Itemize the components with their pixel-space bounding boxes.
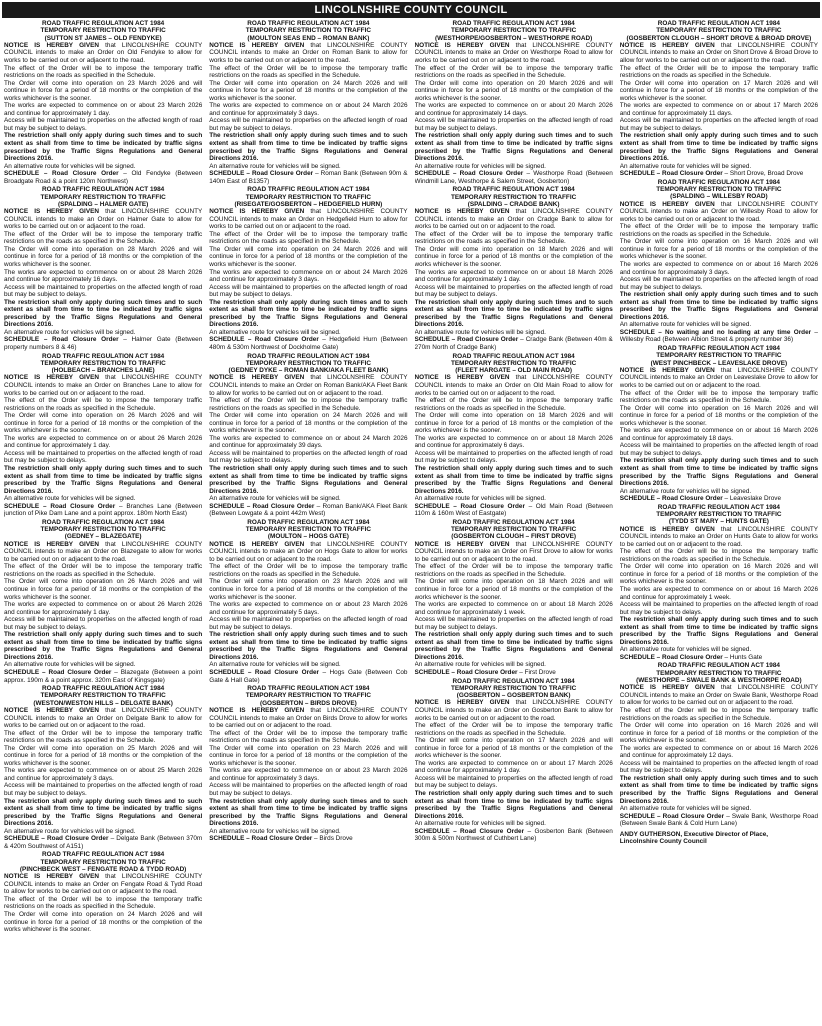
notice — [620, 662, 818, 827]
notice-intro: NOTICE IS HEREBY GIVEN that LINCOLNSHIRE COUNTY COUNCIL intends to make an Order on Old Fendyke to allow for works to be carried out on or adjacent to the road. — [4, 41, 203, 64]
notice-intro: NOTICE IS HEREBY GIVEN that LINCOLNSHIRE COUNTY COUNCIL intends to make an Order on Cradge Bank to allow for works to be carried out on or adjacent to the road. — [414, 208, 613, 231]
notice — [209, 519, 407, 684]
notice-restriction: The restriction shall only apply during such times and to such extent as shall from time to time be indicated by traffic signs prescribed by the Traffic Signs Regulations and General Directions 2016. — [619, 616, 818, 646]
notice-hereby: NOTICE IS HEREBY GIVEN — [619, 366, 715, 374]
notice-alt-route: An alternative route for vehicles will be signed. — [414, 820, 546, 828]
notice-alt-route: An alternative route for vehicles will be signed. — [619, 321, 752, 329]
notice-expected: The works are expected to commence on or about 23 March 2026 and continue for approximately 5 days. — [209, 601, 408, 616]
notice-hereby: NOTICE IS HEREBY GIVEN — [209, 540, 305, 548]
notice-expected: The works are expected to commence on or about 26 March 2026 and continue for approximately 1 day. — [4, 601, 203, 616]
notice-expected: The works are expected to commence on or about 16 March 2026 and continue for approximately 18 days. — [619, 427, 818, 442]
notice-hereby: NOTICE IS HEREBY GIVEN — [4, 208, 99, 216]
notice-alt-route: An alternative route for vehicles will be signed. — [209, 162, 341, 170]
notice-access: Access will be maintained to properties on the affected length of road but may be subject to delays. — [414, 449, 613, 465]
newspaper-section-banner: LINCOLNSHIRE COUNTY COUNCIL — [2, 2, 820, 18]
notice-restriction-title: TEMPORARY RESTRICTION TO TRAFFIC — [40, 27, 166, 35]
notice-comes-into-operation: The Order will come into operation on 17 March 2026 and will continue in force for a period of 18 months or the completion of the works whichever is the sooner. — [414, 737, 613, 760]
notice-restriction: The restriction shall only apply during such times and to such extent as shall from time to time be indicated by traffic signs prescribed by the Traffic Signs Regulations and General Directions 2016. — [414, 465, 613, 495]
notice-hereby: NOTICE IS HEREBY GIVEN — [414, 208, 510, 216]
notice-comes-into-operation: The Order will come into operation on 23 March 2026 and will continue in force for a period of 18 months or the completion of the works whichever is the sooner. — [209, 578, 408, 601]
notice-restriction-title: TEMPORARY RESTRICTION TO TRAFFIC — [245, 526, 371, 534]
notice-access: Access will be maintained to properties on the affected length of road but may be subject to delays. — [414, 117, 613, 132]
notice-comes-into-operation: The Order will come into operation on 18 March 2026 and will continue in force for a period of 18 months or the completion of the works whichever is the sooner. — [414, 578, 613, 601]
notice-alt-route: An alternative route for vehicles will be signed. — [209, 827, 341, 835]
signoff-name: ANDY GUTHERSON, Executive Director of Place, — [619, 830, 769, 838]
notice-intro: NOTICE IS HEREBY GIVEN that LINCOLNSHIRE COUNTY COUNCIL intends to make an Order on Hedgefield Hurn to allow for works to be carried out on or adjacent to the road. — [209, 208, 408, 231]
notice-expected: The works are expected to commence on or about 20 March 2026 and continue for approximately 14 days. — [414, 102, 613, 117]
notice-expected: The works are expected to commence on or about 16 March 2026 and continue for approximately 3 days. — [619, 261, 818, 276]
notice — [4, 519, 202, 684]
notice-area: (WESTHORPE – SWALE BANK & WESTHORPE ROAD) — [636, 677, 802, 685]
notice-hereby: NOTICE IS HEREBY GIVEN — [414, 699, 510, 707]
notice-hereby: NOTICE IS HEREBY GIVEN — [4, 873, 99, 881]
notice-act-title: ROAD TRAFFIC REGULATION ACT 1984 — [42, 851, 165, 859]
notice-hereby: NOTICE IS HEREBY GIVEN — [4, 374, 99, 382]
notice-schedule: SCHEDULE – Road Closure Order – Hedgefield Hurn (Between 480m & 530m Northwest of Dockholme Gate) — [209, 336, 408, 352]
notice — [620, 345, 818, 503]
notice-comes-into-operation: The Order will come into operation on 23 March 2026 and will continue in force for a period of 18 months or the completion of the works whichever is the sooner. — [4, 79, 203, 102]
notice-schedule: SCHEDULE – Road Closure Order – Swale Bank, Westhorpe Road (Between Swale Bank & Cold Hurn Lane) — [619, 812, 818, 828]
notice-restriction: The restriction shall only apply during such times and to such extent as shall from time to time be indicated by traffic signs prescribed by the Traffic Signs Regulations and General Directions 2016. — [4, 465, 203, 495]
notice — [415, 20, 613, 185]
notice-effect: The effect of the Order will be to impose the temporary traffic restrictions on the roads as specified in the Schedule. — [619, 389, 818, 405]
schedule-label: SCHEDULE – Road Closure Order — [414, 502, 525, 510]
notice-schedule: SCHEDULE – Road Closure Order – Leaveslake Drove — [619, 495, 781, 503]
notice-intro: NOTICE IS HEREBY GIVEN that LINCOLNSHIRE COUNTY COUNCIL intends to make an Order on Branches Lane to allow for works to be carried out on or adjacent to the road. — [4, 374, 203, 397]
notice-intro: NOTICE IS HEREBY GIVEN that LINCOLNSHIRE COUNTY COUNCIL intends to make an Order on Short Drove & Broad Drove to allow for works to be carried out on or adjacent to the road. — [619, 41, 818, 64]
notice-area: (MOULTON SEAS END – ROMAN BANK) — [247, 34, 370, 42]
notice-hereby: NOTICE IS HEREBY GIVEN — [4, 707, 99, 715]
notice-restriction-title: TEMPORARY RESTRICTION TO TRAFFIC — [245, 193, 371, 201]
notice-restriction: The restriction shall only apply during such times and to such extent as shall from time to time be indicated by traffic signs prescribed by the Traffic Signs Regulations and General Directions 2016. — [619, 132, 818, 163]
schedule-label: SCHEDULE – Road Closure Order — [4, 835, 109, 843]
notice-alt-route: An alternative route for vehicles will be signed. — [414, 661, 546, 669]
schedule-label: SCHEDULE – Road Closure Order — [619, 653, 723, 661]
notice-access: Access will be maintained to properties on the affected length of road but may be subject to delays. — [209, 616, 408, 631]
notice-expected: The works are expected to commence on or about 25 March 2026 and continue for approximately 3 days. — [4, 767, 203, 782]
notice-effect: The effect of the Order will be to impose the temporary traffic restrictions on the roads as specified in the Schedule. — [209, 64, 408, 80]
notice-restriction: The restriction shall only apply during such times and to such extent as shall from time to time be indicated by traffic signs prescribed by the Traffic Signs Regulations and General Directions 2016. — [619, 291, 818, 321]
notice-access: Access will be maintained to properties on the affected length of road but may be subject to delays. — [4, 449, 203, 465]
notice-area: (GEDNEY – BLAZEGATE) — [64, 533, 142, 541]
notice-hereby: NOTICE IS HEREBY GIVEN — [209, 208, 305, 216]
notice-expected: The works are expected to commence on or about 16 March 2026 and continue for approximately 1 week. — [619, 586, 818, 601]
schedule-label: SCHEDULE – Road Closure Order — [209, 336, 319, 344]
notice-hereby: NOTICE IS HEREBY GIVEN — [414, 540, 510, 548]
notice-restriction-title: TEMPORARY RESTRICTION TO TRAFFIC — [40, 858, 166, 866]
notice-restriction: The restriction shall only apply during such times and to such extent as shall from time to time be indicated by traffic signs prescribed by the Traffic Signs Regulations and General Directions 2016. — [619, 774, 818, 805]
notice-expected: The works are expected to commence on or about 18 March 2026 and continue for approximately 6 days. — [414, 434, 613, 450]
notice-effect: The effect of the Order will be to impose the temporary traffic restrictions on the roads as specified in the Schedule. — [414, 397, 613, 412]
notice — [4, 20, 202, 185]
notice-restriction: The restriction shall only apply during such times and to such extent as shall from time to time be indicated by traffic signs prescribed by the Traffic Signs Regulations and General Directions 2016. — [414, 298, 613, 329]
notice-access: Access will be maintained to properties on the affected length of road but may be subject to delays. — [4, 117, 203, 132]
notice-act-title: ROAD TRAFFIC REGULATION ACT 1984 — [42, 518, 165, 526]
notice-act-title: ROAD TRAFFIC REGULATION ACT 1984 — [42, 186, 165, 194]
notice-area: (WESTHORPE/GOSBERTON – WESTHORPE ROAD) — [435, 34, 593, 42]
notice-schedule: SCHEDULE – Road Closure Order – Roman Bank (Between 90m & 140m East of B1357) — [209, 170, 408, 185]
notice-intro: NOTICE IS HEREBY GIVEN that LINCOLNSHIRE COUNTY COUNCIL intends to make an Order on Willesby Road to allow for works to be carried out on or adjacent to the road. — [619, 200, 818, 223]
notice-restriction: The restriction shall only apply during such times and to such extent as shall from time to time be indicated by traffic signs prescribed by the Traffic Signs Regulations and General Directions 2016. — [209, 132, 408, 163]
notice-effect: The effect of the Order will be to impose the temporary traffic restrictions on the roads as specified in the Schedule. — [414, 230, 613, 246]
notice-area: (MOULTON – HOGS GATE) — [267, 533, 349, 541]
notice-restriction-title: TEMPORARY RESTRICTION TO TRAFFIC — [40, 193, 166, 201]
notice-restriction-title: TEMPORARY RESTRICTION TO TRAFFIC — [245, 359, 371, 367]
notice-intro: NOTICE IS HEREBY GIVEN that LINCOLNSHIRE COUNTY COUNCIL intends to make an Order on Roman Bank/AKA Fleet Bank to allow for works to be carried out on or adjacent to the road. — [209, 374, 408, 397]
notice-intro: NOTICE IS HEREBY GIVEN that LINCOLNSHIRE COUNTY COUNCIL intends to make an Order on Gosberton Bank to allow for works to be carried out on or adjacent to the road. — [414, 699, 613, 722]
notice-hereby: NOTICE IS HEREBY GIVEN — [209, 374, 305, 382]
signoff-org: Lincolnshire County Council — [619, 838, 707, 846]
notice-restriction-title: TEMPORARY RESTRICTION TO TRAFFIC — [40, 692, 166, 700]
notice-restriction: The restriction shall only apply during such times and to such extent as shall from time to time be indicated by traffic signs prescribed by the Traffic Signs Regulations and General Directions 2016. — [209, 631, 408, 661]
signoff — [620, 831, 818, 846]
notice-effect: The effect of the Order will be to impose the temporary traffic restrictions on the roads as specified in the Schedule. — [414, 64, 613, 80]
notice — [209, 186, 407, 351]
notice-hereby: NOTICE IS HEREBY GIVEN — [4, 540, 99, 548]
notice-restriction: The restriction shall only apply during such times and to such extent as shall from time to time be indicated by traffic signs prescribed by the Traffic Signs Regulations and General Directions 2016. — [209, 465, 408, 495]
notice-restriction: The restriction shall only apply during such times and to such extent as shall from time to time be indicated by traffic signs prescribed by the Traffic Signs Regulations and General Directions 2016. — [4, 298, 203, 329]
notice — [415, 353, 613, 518]
notice-restriction-title: TEMPORARY RESTRICTION TO TRAFFIC — [245, 27, 371, 35]
notice-restriction-title: TEMPORARY RESTRICTION TO TRAFFIC — [656, 186, 782, 194]
notice-restriction-title: TEMPORARY RESTRICTION TO TRAFFIC — [451, 193, 577, 201]
notice-act-title: ROAD TRAFFIC REGULATION ACT 1984 — [452, 20, 575, 27]
notice-effect: The effect of the Order will be to impose the temporary traffic restrictions on the roads as specified in the Schedule. — [4, 230, 203, 246]
column-2 — [209, 20, 407, 1022]
schedule-label: SCHEDULE – Road Closure Order — [209, 502, 315, 510]
notice-expected: The works are expected to commence on or about 18 March 2026 and continue for approximately 1 day. — [414, 268, 613, 284]
notice-area: (RISEGATE/GOSBERTON – HEDGEFIELD HURN) — [234, 200, 383, 208]
notice — [4, 685, 202, 850]
schedule-label: SCHEDULE – Road Closure Order — [209, 835, 313, 843]
notice-effect: The effect of the Order will be to impose the temporary traffic restrictions on the roads as specified in the Schedule. — [4, 64, 203, 80]
notice-comes-into-operation: The Order will come into operation on 24 March 2026 and will continue in force for a period of 18 months or the completion of the works whichever is the sooner. — [209, 245, 408, 268]
notice-restriction: The restriction shall only apply during such times and to such extent as shall from time to time be indicated by traffic signs prescribed by the Traffic Signs Regulations and General Directions 2016. — [209, 298, 408, 329]
notice-schedule: SCHEDULE – No waiting and no loading at any time Order – Willesby Road (Between Albion Street & property number 36) — [619, 328, 818, 344]
notice-comes-into-operation: The Order will come into operation on 24 March 2026 and will continue in force for a period of 18 months or the completion of the works whichever is the sooner. — [209, 412, 408, 435]
notice-schedule: SCHEDULE – Road Closure Order – Hogs Gate (Between Cob Gate & Hall Gate) — [209, 669, 408, 684]
notice-effect: The effect of the Order will be to impose the temporary traffic restrictions on the roads as specified in the Schedule. — [4, 397, 203, 412]
notice-intro: NOTICE IS HEREBY GIVEN that LINCOLNSHIRE COUNTY COUNCIL intends to make an Order on Swale Bank, Westhorpe Road to allow for works to be carried out on or adjacent to the road. — [619, 684, 818, 707]
notice — [415, 678, 613, 843]
notice — [209, 685, 407, 843]
notice-restriction-title: TEMPORARY RESTRICTION TO TRAFFIC — [245, 692, 371, 700]
column-4 — [620, 20, 818, 1022]
notice-restriction-title: TEMPORARY RESTRICTION TO TRAFFIC — [451, 359, 577, 367]
notice-alt-route: An alternative route for vehicles will be signed. — [209, 328, 341, 336]
notice-area: (GOSBERTON CLOUGH – SHORT DROVE & BROAD DROVE) — [626, 34, 812, 42]
notice-restriction: The restriction shall only apply during such times and to such extent as shall from time to time be indicated by traffic signs prescribed by the Traffic Signs Regulations and General Directions 2016. — [414, 790, 613, 820]
notice-effect: The effect of the Order will be to impose the temporary traffic restrictions on the roads as specified in the Schedule. — [209, 230, 408, 246]
column-4-notices — [620, 20, 818, 828]
notice-intro: NOTICE IS HEREBY GIVEN that LINCOLNSHIRE COUNTY COUNCIL intends to make an Order on Blazegate to allow for works to be carried out on or adjacent to the road. — [4, 540, 203, 563]
notice-access: Access will be maintained to properties on the affected length of road but may be subject to delays. — [619, 759, 818, 775]
notice-hereby: NOTICE IS HEREBY GIVEN — [4, 41, 99, 49]
notice-hereby: NOTICE IS HEREBY GIVEN — [414, 374, 510, 382]
notice-alt-route: An alternative route for vehicles will be signed. — [209, 495, 341, 503]
notice-comes-into-operation: The Order will come into operation on 18 March 2026 and will continue in force for a period of 18 months or the completion of the works whichever is the sooner. — [414, 245, 613, 268]
notice-expected: The works are expected to commence on or about 17 March 2026 and continue for approximately 11 days. — [619, 102, 818, 117]
schedule-label: SCHEDULE – No waiting and no loading at any time Order — [619, 328, 812, 336]
schedule-label: SCHEDULE – Road Closure Order — [209, 170, 314, 178]
notice-restriction: The restriction shall only apply during such times and to such extent as shall from time to time be indicated by traffic signs prescribed by the Traffic Signs Regulations and General Directions 2016. — [4, 132, 203, 163]
notice-access: Access will be maintained to properties on the affected length of road but may be subject to delays. — [619, 601, 818, 616]
notice-act-title: ROAD TRAFFIC REGULATION ACT 1984 — [247, 685, 370, 693]
notice-schedule: SCHEDULE – Road Closure Order – Old Main Road (Between 110m & 160m West of Eastgate) — [414, 502, 613, 518]
notice-alt-route: An alternative route for vehicles will be signed. — [619, 162, 752, 170]
notice-comes-into-operation: The Order will come into operation on 17 March 2026 and will continue in force for a period of 18 months or the completion of the works whichever is the sooner. — [619, 79, 818, 102]
notice-schedule: SCHEDULE – Road Closure Order – First Drove — [414, 669, 556, 677]
notice-restriction-title: TEMPORARY RESTRICTION TO TRAFFIC — [656, 511, 782, 519]
notice-comes-into-operation: The Order will come into operation on 28 March 2026 and will continue in force for a period of 18 months or the completion of the works whichever is the sooner. — [4, 245, 203, 268]
notice-access: Access will be maintained to properties on the affected length of road but may be subject to delays. — [414, 283, 613, 299]
schedule-label: SCHEDULE – Road Closure Order — [619, 812, 725, 820]
notice-area: (GOSBERTON – GOSBERTON BANK) — [456, 692, 571, 700]
schedule-label: SCHEDULE – Road Closure Order — [619, 170, 723, 178]
notice-effect: The effect of the Order will be to impose the temporary traffic restrictions on the roads as specified in the Schedule. — [209, 563, 408, 578]
notice-comes-into-operation: The Order will come into operation on 18 March 2026 and will continue in force for a period of 18 months or the completion of the works whichever is the sooner. — [414, 412, 613, 435]
notice-expected: The works are expected to commence on or about 16 March 2026 and continue for approximately 12 days. — [619, 744, 818, 760]
notice-schedule: SCHEDULE – Road Closure Order – Branches Lane (Between junction of Pike Dam Lane and a point approx. 180m North East) — [4, 502, 203, 518]
notice-comes-into-operation: The Order will come into operation on 16 March 2026 and will continue in force for a period of 18 months or the completion of the works whichever is the sooner. — [619, 563, 818, 586]
notice-area: (FLEET HARGATE – OLD MAIN ROAD) — [455, 367, 572, 375]
notice-effect: The effect of the Order will be to impose the temporary traffic restrictions on the roads as specified in the Schedule. — [619, 548, 818, 563]
notice-intro: NOTICE IS HEREBY GIVEN that LINCOLNSHIRE COUNTY COUNCIL intends to make an Order on Old Main Road to allow for works to be carried out on or adjacent to the road. — [414, 374, 613, 397]
notice-intro: NOTICE IS HEREBY GIVEN that LINCOLNSHIRE COUNTY COUNCIL intends to make an Order on First Drove to allow for works to be carried out on or adjacent to the road. — [414, 540, 613, 563]
notice-restriction: The restriction shall only apply during such times and to such extent as shall from time to time be indicated by traffic signs prescribed by the Traffic Signs Regulations and General Directions 2016. — [209, 797, 408, 828]
notice — [209, 353, 407, 518]
notice-act-title: ROAD TRAFFIC REGULATION ACT 1984 — [42, 20, 165, 27]
notice-intro: NOTICE IS HEREBY GIVEN that LINCOLNSHIRE COUNTY COUNCIL intends to make an Order on Roman Bank to allow for works to be carried out on or adjacent to the road. — [209, 41, 408, 64]
schedule-label: SCHEDULE – Road Closure Order — [414, 827, 525, 835]
notice-alt-route: An alternative route for vehicles will be signed. — [4, 661, 136, 669]
notice-area: (SPALDING – WILLESBY ROAD) — [670, 193, 768, 201]
schedule-label: SCHEDULE – Road Closure Order — [4, 669, 112, 677]
notice-act-title: ROAD TRAFFIC REGULATION ACT 1984 — [247, 20, 370, 27]
notice-act-title: ROAD TRAFFIC REGULATION ACT 1984 — [452, 186, 575, 194]
notice-alt-route: An alternative route for vehicles will be signed. — [619, 487, 752, 495]
notice-restriction: The restriction shall only apply during such times and to such extent as shall from time to time be indicated by traffic signs prescribed by the Traffic Signs Regulations and General Directions 2016. — [619, 457, 818, 488]
notice-expected: The works are expected to commence on or about 26 March 2026 and continue for approximately 1 day. — [4, 434, 203, 450]
notice-area: (WEST PINCHBECK – LEAVESLAKE DROVE) — [650, 359, 788, 367]
schedule-label: SCHEDULE – Road Closure Order — [414, 170, 524, 178]
notice-restriction: The restriction shall only apply during such times and to such extent as shall from time to time be indicated by traffic signs prescribed by the Traffic Signs Regulations and General Directions 2016. — [414, 631, 613, 661]
notice-schedule: SCHEDULE – Road Closure Order – Roman Bank/AKA Fleet Bank (Between Lowgate & a point 442m West) — [209, 502, 408, 518]
notice-expected: The works are expected to commence on or about 23 March 2026 and continue for approximately 3 days. — [209, 767, 408, 782]
notice-comes-into-operation: The Order will come into operation on 16 March 2026 and will continue in force for a period of 18 months or the completion of the works whichever is the sooner. — [619, 722, 818, 745]
notice-intro: NOTICE IS HEREBY GIVEN that LINCOLNSHIRE COUNTY COUNCIL intends to make an Order on Westhorpe Road to allow for works to be carried out on or adjacent to the road. — [414, 41, 613, 64]
schedule-label: SCHEDULE – Road Closure Order — [4, 502, 116, 510]
notice-act-title: ROAD TRAFFIC REGULATION ACT 1984 — [247, 518, 370, 526]
notice-hereby: NOTICE IS HEREBY GIVEN — [619, 684, 715, 692]
notice-intro: NOTICE IS HEREBY GIVEN that LINCOLNSHIRE COUNTY COUNCIL intends to make an Order on Hogs Gate to allow for works to be carried out on or adjacent to the road. — [209, 540, 408, 563]
notice-restriction: The restriction shall only apply during such times and to such extent as shall from time to time be indicated by traffic signs prescribed by the Traffic Signs Regulations and General Directions 2016. — [4, 631, 203, 661]
notice-area: (TYDD ST MARY – HUNTS GATE) — [668, 518, 769, 526]
notice-schedule: SCHEDULE – Road Closure Order – Birds Drove — [209, 835, 353, 843]
notice-access: Access will be maintained to properties on the affected length of road but may be subject to delays. — [4, 782, 203, 798]
notice-access: Access will be maintained to properties on the affected length of road but may be subject to delays. — [414, 616, 613, 631]
schedule-label: SCHEDULE – Road Closure Order — [619, 495, 723, 503]
notice — [620, 179, 818, 344]
notices-columns — [0, 18, 822, 1022]
notice — [209, 20, 407, 185]
notice-access: Access will be maintained to properties on the affected length of road but may be subject to delays. — [619, 117, 818, 132]
notice-comes-into-operation: The Order will come into operation on 23 March 2026 and will continue in force for a period of 18 months or the completion of the works whichever is the sooner. — [209, 744, 408, 767]
notice-act-title: ROAD TRAFFIC REGULATION ACT 1984 — [657, 345, 780, 353]
notice-intro: NOTICE IS HEREBY GIVEN that LINCOLNSHIRE COUNTY COUNCIL intends to make an Order on Fengate Road & Tydd Road to allow for works to be carried out on or adjacent to the road. — [4, 873, 203, 896]
notice-access: Access will be maintained to properties on the affected length of road but may be subject to delays. — [619, 276, 818, 291]
notice-intro: NOTICE IS HEREBY GIVEN that LINCOLNSHIRE COUNTY COUNCIL intends to make an Order on Birds Drove to allow for works to be carried out on or adjacent to the road. — [209, 707, 408, 730]
notice-effect: The effect of the Order will be to impose the temporary traffic restrictions on the roads as specified in the Schedule. — [619, 223, 818, 238]
notice-alt-route: An alternative route for vehicles will be signed. — [414, 162, 546, 170]
notice — [4, 353, 202, 518]
notice — [620, 504, 818, 662]
notice-act-title: ROAD TRAFFIC REGULATION ACT 1984 — [657, 20, 780, 27]
notice-comes-into-operation: The Order will come into operation on 25 March 2026 and will continue in force for a period of 18 months or the completion of the works whichever is the sooner. — [4, 744, 203, 767]
notice — [4, 186, 202, 351]
notice-schedule: SCHEDULE – Road Closure Order – Cradge Bank (Between 40m & 270m North of Cradge Bank) — [414, 336, 613, 352]
notice-area: (GEDNEY DYKE – ROMAN BANK/AKA FLEET BANK) — [228, 367, 389, 375]
notice-restriction-title: TEMPORARY RESTRICTION TO TRAFFIC — [40, 526, 166, 534]
notice-act-title: ROAD TRAFFIC REGULATION ACT 1984 — [247, 186, 370, 194]
notice-restriction-title: TEMPORARY RESTRICTION TO TRAFFIC — [451, 526, 577, 534]
notice-alt-route: An alternative route for vehicles will be signed. — [4, 162, 136, 170]
schedule-label: SCHEDULE – Road Closure Order — [4, 336, 119, 344]
notice-hereby: NOTICE IS HEREBY GIVEN — [619, 41, 715, 49]
notice — [4, 851, 202, 933]
notice-hereby: NOTICE IS HEREBY GIVEN — [414, 41, 510, 49]
notice-area: (PINCHBECK WEST – FENGATE ROAD & TYDD ROAD) — [19, 866, 187, 873]
notice-alt-route: An alternative route for vehicles will be signed. — [4, 495, 136, 503]
notice-expected: The works are expected to commence on or about 17 March 2026 and continue for approximately 1 day. — [414, 759, 613, 775]
notice-schedule: SCHEDULE – Road Closure Order – Delgate Bank (Between 370m & 420m Southwest of A151) — [4, 835, 203, 850]
notice-restriction: The restriction shall only apply during such times and to such extent as shall from time to time be indicated by traffic signs prescribed by the Traffic Signs Regulations and General Directions 2016. — [414, 132, 613, 163]
notice-schedule: SCHEDULE – Road Closure Order – Gosberton Bank (Between 300m & 500m Northwest of Cuthbert Lane) — [414, 827, 613, 843]
notice-hereby: NOTICE IS HEREBY GIVEN — [209, 707, 305, 715]
notice-comes-into-operation: The Order will come into operation on 24 March 2026 and will continue in force for a period of 18 months or the completion of the works whichever is the sooner. — [209, 79, 408, 102]
notice-act-title: ROAD TRAFFIC REGULATION ACT 1984 — [247, 352, 370, 360]
notice — [415, 519, 613, 677]
notice-expected: The works are expected to commence on or about 24 March 2026 and continue for approximately 3 days. — [209, 102, 408, 117]
notice-effect: The effect of the Order will be to impose the temporary traffic restrictions on the roads as specified in the Schedule. — [619, 707, 818, 722]
notice-act-title: ROAD TRAFFIC REGULATION ACT 1984 — [42, 352, 165, 360]
notice-restriction-title: TEMPORARY RESTRICTION TO TRAFFIC — [451, 684, 577, 692]
notice-access: Access will be maintained to properties on the affected length of road but may be subject to delays. — [209, 449, 408, 465]
column-3 — [415, 20, 613, 1022]
notice-comes-into-operation: The Order will come into operation on 26 March 2026 and will continue in force for a period of 18 months or the completion of the works whichever is the sooner. — [4, 578, 203, 601]
notice-comes-into-operation: The Order will come into operation on 20 March 2026 and will continue in force for a period of 18 months or the completion of the works whichever is the sooner. — [414, 79, 613, 102]
notice-restriction-title: TEMPORARY RESTRICTION TO TRAFFIC — [656, 352, 782, 360]
notice — [415, 186, 613, 351]
notice-intro: NOTICE IS HEREBY GIVEN that LINCOLNSHIRE COUNTY COUNCIL intends to make an Order on Halmer Gate to allow for works to be carried out on or adjacent to the road. — [4, 208, 203, 231]
schedule-label: SCHEDULE – Road Closure Order — [4, 170, 119, 178]
notice-effect: The effect of the Order will be to impose the temporary traffic restrictions on the roads as specified in the Schedule. — [4, 895, 203, 911]
notice-expected: The works are expected to commence on or about 24 March 2026 and continue for approximately 39 days. — [209, 434, 408, 450]
notice-act-title: ROAD TRAFFIC REGULATION ACT 1984 — [452, 677, 575, 685]
notice-restriction-title: TEMPORARY RESTRICTION TO TRAFFIC — [656, 27, 782, 35]
schedule-label: SCHEDULE – Road Closure Order — [414, 669, 518, 677]
notice-act-title: ROAD TRAFFIC REGULATION ACT 1984 — [452, 518, 575, 526]
notice-effect: The effect of the Order will be to impose the temporary traffic restrictions on the roads as specified in the Schedule. — [414, 563, 613, 578]
notice-alt-route: An alternative route for vehicles will be signed. — [209, 661, 341, 669]
notice-hereby: NOTICE IS HEREBY GIVEN — [209, 41, 305, 49]
notice-access: Access will be maintained to properties on the affected length of road but may be subject to delays. — [4, 283, 203, 299]
notice-alt-route: An alternative route for vehicles will be signed. — [4, 328, 136, 336]
notice-comes-into-operation: The Order will come into operation on 16 March 2026 and will continue in force for a period of 18 months or the completion of the works whichever is the sooner. — [619, 404, 818, 427]
notice-alt-route: An alternative route for vehicles will be signed. — [414, 495, 546, 503]
notice-access: Access will be maintained to properties on the affected length of road but may be subject to delays. — [619, 442, 818, 457]
notice-schedule: SCHEDULE – Road Closure Order – Blazegate (Between a point approx. 190m & a point approx. 320m East of Kingsgate) — [4, 669, 203, 684]
notice-area: (SUTTON ST JAMES – OLD FENDYKE) — [44, 34, 162, 42]
notice-schedule: SCHEDULE – Road Closure Order – Halmer Gate (Between property numbers 8 & 46) — [4, 336, 203, 352]
notice-access: Access will be maintained to properties on the affected length of road but may be subject to delays. — [209, 283, 408, 299]
notice-area: (SPALDING – CRADGE BANK) — [467, 200, 560, 208]
notice-restriction-title: TEMPORARY RESTRICTION TO TRAFFIC — [451, 27, 577, 35]
notice-schedule: SCHEDULE – Road Closure Order – Westhorpe Road (Between Windmill Lane, Westhorpe & Salem Street, Gosberton) — [414, 170, 613, 185]
notice-area: (WESTON/WESTON HILLS – DELGATE BANK) — [33, 699, 173, 707]
notice-area: (HOLBEACH – BRANCHES LANE) — [51, 367, 155, 375]
notice-area: (SPALDING – HALMER GATE) — [57, 200, 149, 208]
notice-effect: The effect of the Order will be to impose the temporary traffic restrictions on the roads as specified in the Schedule. — [209, 729, 408, 745]
notice-intro: NOTICE IS HEREBY GIVEN that LINCOLNSHIRE COUNTY COUNCIL intends to make an Order on Hunts Gate to allow for works to be carried out on or adjacent to the road. — [619, 525, 818, 548]
notice-area: (GOSBERTON CLOUGH – FIRST DROVE) — [451, 533, 577, 541]
notice-schedule: SCHEDULE – Road Closure Order – Hunts Gate — [619, 653, 763, 661]
notice-schedule: SCHEDULE – Road Closure Order – Old Fendyke (Between Broadgate Road & a point 120m Northwest) — [4, 170, 203, 185]
notice-effect: The effect of the Order will be to impose the temporary traffic restrictions on the roads as specified in the Schedule. — [4, 563, 203, 578]
notice-expected: The works are expected to commence on or about 24 March 2026 and continue for approximately 3 days. — [209, 268, 408, 284]
notice-alt-route: An alternative route for vehicles will be signed. — [619, 805, 752, 813]
notice-alt-route: An alternative route for vehicles will be signed. — [619, 646, 752, 654]
notice-expected: The works are expected to commence on or about 28 March 2026 and continue for approximately 16 days. — [4, 268, 203, 284]
notice-restriction-title: TEMPORARY RESTRICTION TO TRAFFIC — [656, 669, 782, 677]
notice-comes-into-operation: The Order will come into operation on 26 March 2026 and will continue in force for a period of 18 months or the completion of the works whichever is the sooner. — [4, 412, 203, 435]
notice-act-title: ROAD TRAFFIC REGULATION ACT 1984 — [657, 178, 780, 186]
notice-act-title: ROAD TRAFFIC REGULATION ACT 1984 — [42, 685, 165, 693]
notice-act-title: ROAD TRAFFIC REGULATION ACT 1984 — [452, 352, 575, 360]
notice-effect: The effect of the Order will be to impose the temporary traffic restrictions on the roads as specified in the Schedule. — [4, 729, 203, 745]
schedule-label: SCHEDULE – Road Closure Order — [209, 669, 320, 677]
notice-hereby: NOTICE IS HEREBY GIVEN — [619, 525, 715, 533]
notice-effect: The effect of the Order will be to impose the temporary traffic restrictions on the roads as specified in the Schedule. — [619, 64, 818, 80]
notice-restriction: The restriction shall only apply during such times and to such extent as shall from time to time be indicated by traffic signs prescribed by the Traffic Signs Regulations and General Directions 2016. — [4, 797, 203, 828]
notice-access: Access will be maintained to properties on the affected length of road but may be subject to delays. — [209, 117, 408, 132]
schedule-label: SCHEDULE – Road Closure Order — [414, 336, 519, 344]
notice-alt-route: An alternative route for vehicles will be signed. — [414, 328, 546, 336]
notice-act-title: ROAD TRAFFIC REGULATION ACT 1984 — [657, 503, 780, 511]
notice-expected: The works are expected to commence on or about 18 March 2026 and continue for approximately 1 week. — [414, 601, 613, 616]
notice-access: Access will be maintained to properties on the affected length of road but may be subject to delays. — [414, 774, 613, 790]
notice-comes-into-operation: The Order will come into operation on 24 March 2026 and will continue in force for a period of 18 months or the completion of the works whichever is the sooner. — [4, 911, 203, 934]
notice-act-title: ROAD TRAFFIC REGULATION ACT 1984 — [657, 662, 780, 670]
notice-restriction-title: TEMPORARY RESTRICTION TO TRAFFIC — [40, 359, 166, 367]
notice-comes-into-operation: The Order will come into operation on 16 March 2026 and will continue in force for a period of 18 months or the completion of the works whichever is the sooner. — [619, 238, 818, 261]
notice-area: (GOSBERTON – BIRDS DROVE) — [259, 699, 357, 707]
notice-access: Access will be maintained to properties on the affected length of road but may be subject to delays. — [4, 616, 203, 631]
column-1 — [4, 20, 202, 1022]
notice-alt-route: An alternative route for vehicles will be signed. — [4, 827, 136, 835]
notice-effect: The effect of the Order will be to impose the temporary traffic restrictions on the roads as specified in the Schedule. — [209, 397, 408, 412]
notice-access: Access will be maintained to properties on the affected length of road but may be subject to delays. — [209, 782, 408, 798]
notice — [620, 20, 818, 178]
notice-expected: The works are expected to commence on or about 23 March 2026 and continue for approximately 1 day. — [4, 102, 203, 117]
notice-effect: The effect of the Order will be to impose the temporary traffic restrictions on the roads as specified in the Schedule. — [414, 722, 613, 737]
notice-schedule: SCHEDULE – Road Closure Order – Short Drove, Broad Drove — [619, 170, 804, 178]
notice-hereby: NOTICE IS HEREBY GIVEN — [619, 200, 715, 208]
notice-intro: NOTICE IS HEREBY GIVEN that LINCOLNSHIRE COUNTY COUNCIL intends to make an Order on Leaveslake Drove to allow for works to be carried out on or adjacent to the road. — [619, 366, 818, 389]
notice-intro: NOTICE IS HEREBY GIVEN that LINCOLNSHIRE COUNTY COUNCIL intends to make an Order on Delgate Bank to allow for works to be carried out on or adjacent to the road. — [4, 707, 203, 730]
